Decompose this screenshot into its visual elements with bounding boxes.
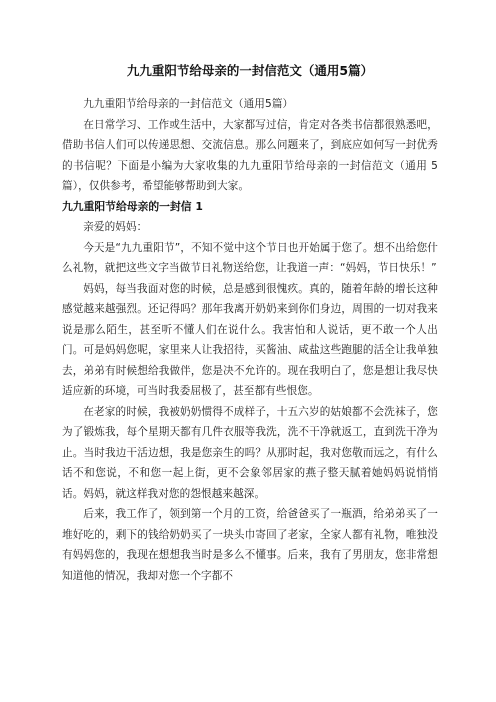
intro-title-paragraph: 九九重阳节给母亲的一封信范文（通用5篇） — [83, 98, 294, 110]
section-heading: 九九重阳节给母亲的一封信 1 — [62, 199, 203, 213]
intro-paragraph: 在日常学习、工作或生活中，大家都写过信，肯定对各类书信都很熟悉吧，借助书信人们可以传递思想、交流信息。那么问题来了，到底应如何写一封优秀的书信呢？下面是小编为大家收集的九九重阳节给母亲的一封信范文（通用 5 篇），仅供参考，希望能够帮助到大家。 — [62, 118, 438, 192]
body-paragraph: 妈妈，每当我面对您的时候，总是感到很愧疚。真的，随着年龄的增长这种感觉越来越强烈。还记得吗？那年我离开奶奶来到你们身边，周围的一切对我来说是那么陌生，甚至听不懂人们在说什么。我害怕和人说话，更不敢一个人出门。可是妈妈您呢，家里来人让我招待，买酱油、咸盐这些跑腿的活全让我单独去，弟弟有时候想给我做伴，您是决不允许的。现在我明白了，您是想让我尽快适应新的环境，可当时我委屈极了，甚至都有些恨您。 — [62, 282, 438, 397]
body-paragraph: 今天是“九九重阳节”，不知不觉中这个节日也开始属于您了。想不出给您什么礼物，就把这些文字当做节日礼物送给您，让我道一声：“妈妈，节日快乐！” — [62, 241, 438, 274]
document-title: 九九重阳节给母亲的一封信范文（通用5篇） — [126, 63, 374, 78]
body-paragraph: 在老家的时候，我被奶奶惯得不成样子，十五六岁的姑娘都不会洗袜子，您为了锻炼我，每个星期天都有几件衣服等我洗，洗不干净就返工，直到洗干净为止。当时我边干活边想，我是您亲生的吗？从那时起，我对您敬而远之，有什么话不和您说，不和您一起上街，更不会象邻居家的燕子整天腻着她妈妈说悄悄话。妈妈，就这样我对您的怨恨越来越深。 — [62, 405, 438, 500]
body-paragraph: 后来，我工作了，领到第一个月的工资，给爸爸买了一瓶酒，给弟弟买了一堆好吃的，剩下的钱给奶奶买了一块头巾寄回了老家，全家人都有礼物，唯独没有妈妈您的，我现在想想我当时是多么不懂事。后来，我有了男朋友，您非常想知道他的情况，我却对您一个字都不 — [62, 508, 438, 582]
greeting-paragraph: 亲爱的妈妈： — [83, 221, 148, 233]
